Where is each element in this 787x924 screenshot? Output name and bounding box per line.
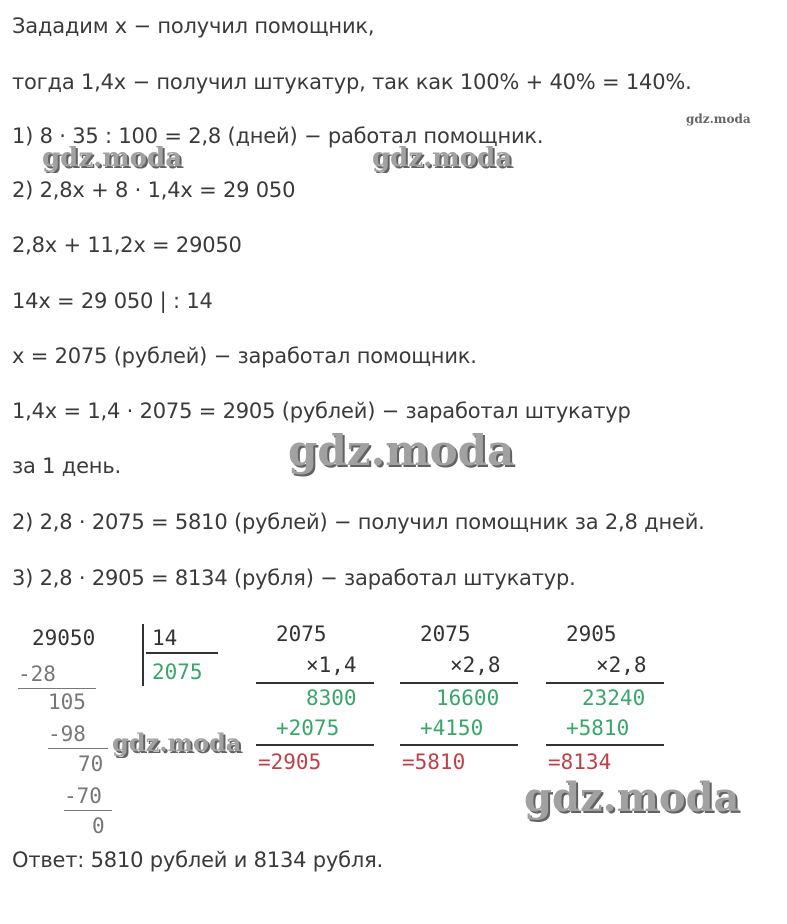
division-step-5: -70: [64, 784, 102, 808]
division-quotient: 2075: [152, 660, 203, 684]
mult2-line-1: [400, 682, 518, 684]
solution-line-5: 2,8x + 11,2x = 29050: [12, 233, 242, 257]
answer-line: Ответ: 5810 рублей и 8134 рубля.: [12, 848, 384, 872]
solution-line-3: 1) 8 · 35 : 100 = 2,8 (дней) − работал помощник.: [12, 124, 544, 148]
solution-line-7: x = 2075 (рублей) − заработал помощник.: [12, 344, 477, 368]
division-bar: [142, 624, 144, 686]
watermark-5: gdz.moda: [524, 774, 740, 821]
mult1-top: 2075: [276, 622, 327, 646]
solution-line-8: 1,4x = 1,4 · 2075 = 2905 (рублей) − заработал штукатур: [12, 399, 631, 423]
solution-line-9: за 1 день.: [12, 454, 121, 478]
mult1-line-1: [256, 682, 374, 684]
watermark-small: gdz.moda: [686, 112, 751, 126]
mult1-line-2: [256, 744, 374, 746]
mult1-partial-1: 8300: [306, 686, 357, 710]
mult2-top: 2075: [420, 622, 471, 646]
division-divisor: 14: [152, 626, 178, 650]
division-dividend: 29050: [32, 626, 96, 650]
watermark-4: gdz.moda: [112, 728, 242, 757]
mult3-top: 2905: [566, 622, 617, 646]
division-step-2: 105: [48, 690, 86, 714]
mult1-result: =2905: [258, 750, 322, 774]
solution-line-4: 2) 2,8x + 8 · 1,4x = 29 050: [12, 178, 296, 202]
division-line-1: [18, 688, 96, 689]
mult2-result: =5810: [402, 750, 466, 774]
division-line-3: [64, 810, 112, 811]
mult1-partial-2: +2075: [276, 716, 340, 740]
solution-line-2: тогда 1,4x − получил штукатур, так как 100% + 40% = 140%.: [12, 70, 692, 94]
mult3-line-2: [546, 744, 664, 746]
mult3-result: =8134: [548, 750, 612, 774]
mult2-factor: ×2,8: [450, 653, 501, 677]
mult2-line-2: [400, 744, 518, 746]
division-step-1: -28: [18, 662, 56, 686]
mult1-factor: ×1,4: [306, 653, 357, 677]
solution-line-11: 3) 2,8 · 2905 = 8134 (рубля) − заработал штукатур.: [12, 566, 576, 590]
watermark-3: gdz.moda: [288, 426, 515, 475]
division-line-2: [48, 748, 108, 749]
mult3-line-1: [546, 682, 664, 684]
mult3-partial-1: 23240: [582, 686, 646, 710]
division-step-6: 0: [92, 814, 105, 838]
mult3-partial-2: +5810: [566, 716, 630, 740]
solution-line-6: 14x = 29 050 | : 14: [12, 289, 213, 313]
mult2-partial-1: 16600: [436, 686, 500, 710]
solution-line-1: Зададим x − получил помощник,: [12, 14, 375, 38]
solution-line-10: 2) 2,8 · 2075 = 5810 (рублей) − получил помощник за 2,8 дней.: [12, 510, 705, 534]
division-divisor-line: [146, 652, 218, 654]
watermark-1: gdz.moda: [42, 143, 183, 173]
watermark-2: gdz.moda: [372, 143, 513, 173]
division-step-3: -98: [48, 722, 86, 746]
division-step-4: 70: [78, 752, 104, 776]
mult3-factor: ×2,8: [596, 653, 647, 677]
mult2-partial-2: +4150: [420, 716, 484, 740]
